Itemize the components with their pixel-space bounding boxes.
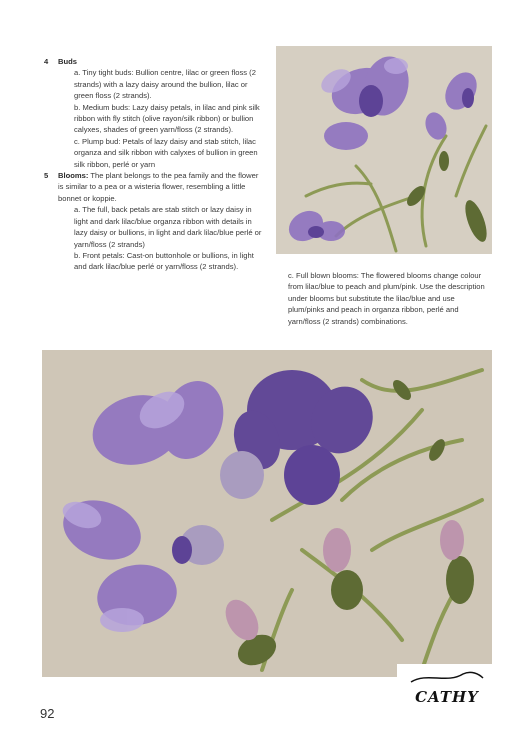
embroidery-photo-main: [42, 350, 492, 677]
buds-item-a: a. Tiny tight buds: Bullion centre, lilac or green floss (2 strands) with a lazy daisy around the bullion, lilac or green floss (2 strands).: [74, 68, 256, 101]
section-heading: Blooms:: [58, 171, 89, 181]
section-heading: Buds: [58, 57, 77, 66]
buds-item-b: b. Medium buds: Lazy daisy petals, in lilac and pink silk ribbon with fly stitch (olive rayon/silk ribbon) or bullion calyxes, shades of green yarn/floss (2 strands).: [74, 102, 260, 135]
blooms-item-a: a. The full, back petals are stab stitch or lazy daisy in light and dark lilac/blue organza ribbon with details in lazy daisy or bullions, in light and dark lilac/blue perlé or yarn/floss (2 strands): [74, 205, 262, 249]
watermark-logo: [397, 664, 497, 716]
buds-item-c: c. Plump bud: Petals of lazy daisy and stab stitch, lilac organza and silk ribbon with calyxes of bullion in green silk ribbon, perlé or yarn: [74, 136, 258, 169]
embroidery-photo-detail: [276, 46, 492, 254]
blooms-intro: [58, 170, 264, 204]
section-buds: [42, 56, 264, 170]
watermark-text: CATHY: [415, 688, 479, 706]
page-number: 92: [40, 706, 55, 721]
section-blooms: [42, 170, 264, 273]
section-number: 4: [44, 57, 49, 66]
text-column-left: [42, 56, 264, 273]
blooms-item-c: c. Full blown blooms: The flowered blooms change colour from lilac/blue to peach and plum/pink. Use the description under blooms but substitute the lilac/blue and use plum/pinks and peach in organza ribbon, perlé and yarn/floss (2 strands) combinations.: [288, 271, 485, 326]
embroidery-detail-illustration: [276, 46, 492, 254]
blooms-intro-text: The plant belongs to the pea family and the flower is similar to a pea or a wisteria flower, resembling a little bonnet or koppie.: [58, 171, 259, 203]
text-column-right: [288, 270, 490, 327]
embroidery-main-illustration: [42, 350, 492, 677]
section-number: 5: [44, 171, 49, 181]
watermark-ornament-icon: [407, 670, 487, 686]
blooms-item-b: b. Front petals: Cast-on buttonhole or bullions, in light and dark lilac/blue perlé or yarn/floss (2 strands).: [74, 250, 254, 272]
